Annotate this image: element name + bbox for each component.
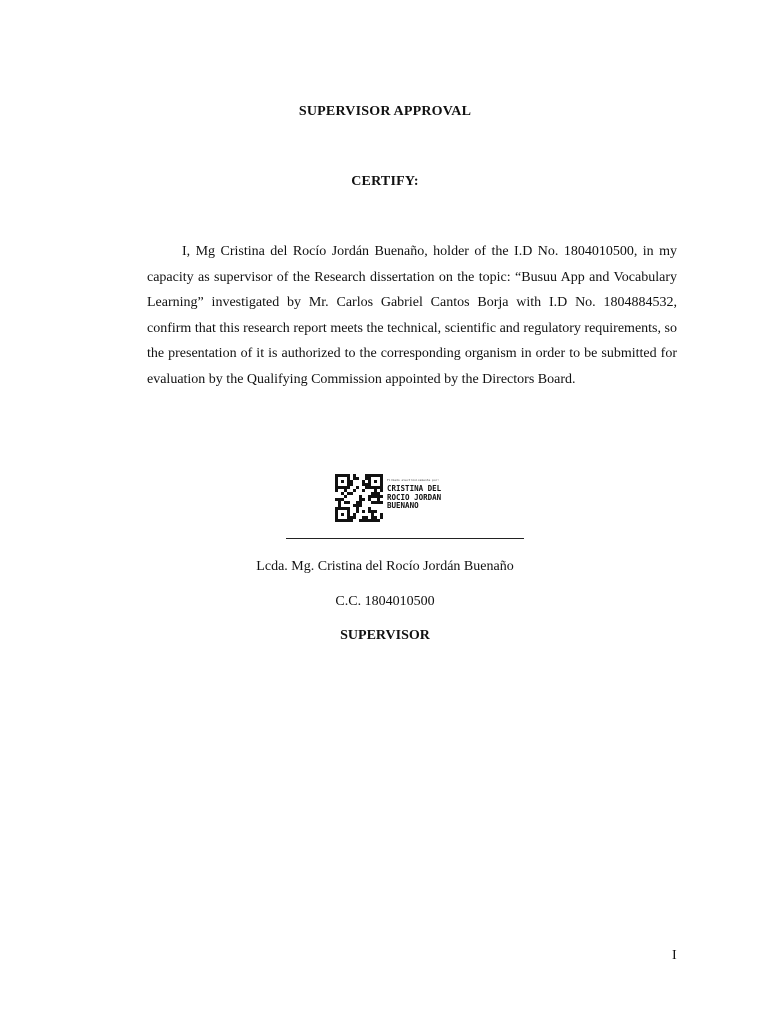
supervisor-id: C.C. 1804010500 bbox=[335, 594, 435, 609]
supervisor-role: SUPERVISOR bbox=[340, 628, 430, 643]
signature-caption: Firmado electrónicamente por: bbox=[387, 479, 440, 482]
supervisor-name: Lcda. Mg. Cristina del Rocío Jordán Buenaño bbox=[256, 559, 514, 574]
page-title: SUPERVISOR APPROVAL bbox=[298, 104, 472, 119]
qr-code-icon bbox=[335, 474, 383, 522]
signature-signer-name: CRISTINA DEL ROCIO JORDAN BUENANO bbox=[387, 484, 442, 510]
certification-paragraph: I, Mg Cristina del Rocío Jordán Buenaño, holder of the I.D No. 1804010500, in my capacity as supervisor of the Research dissertation on the topic: “Busuu App and Vocabulary Learning” investigated by Mr. Carlos Gabriel Cantos Borja with I.D No. 1804884532, confirm that this research report meets the technical, scientific and regulatory requirements, so the presentation of it is authorized to the corresponding organism in order to be submitted for evaluation by the Qualifying Commission appointed by the Directors Board. bbox=[147, 244, 677, 387]
certify-heading: CERTIFY: bbox=[351, 174, 419, 189]
electronic-signature bbox=[335, 474, 475, 522]
page-number: I bbox=[672, 948, 677, 963]
signature-line bbox=[286, 538, 524, 539]
